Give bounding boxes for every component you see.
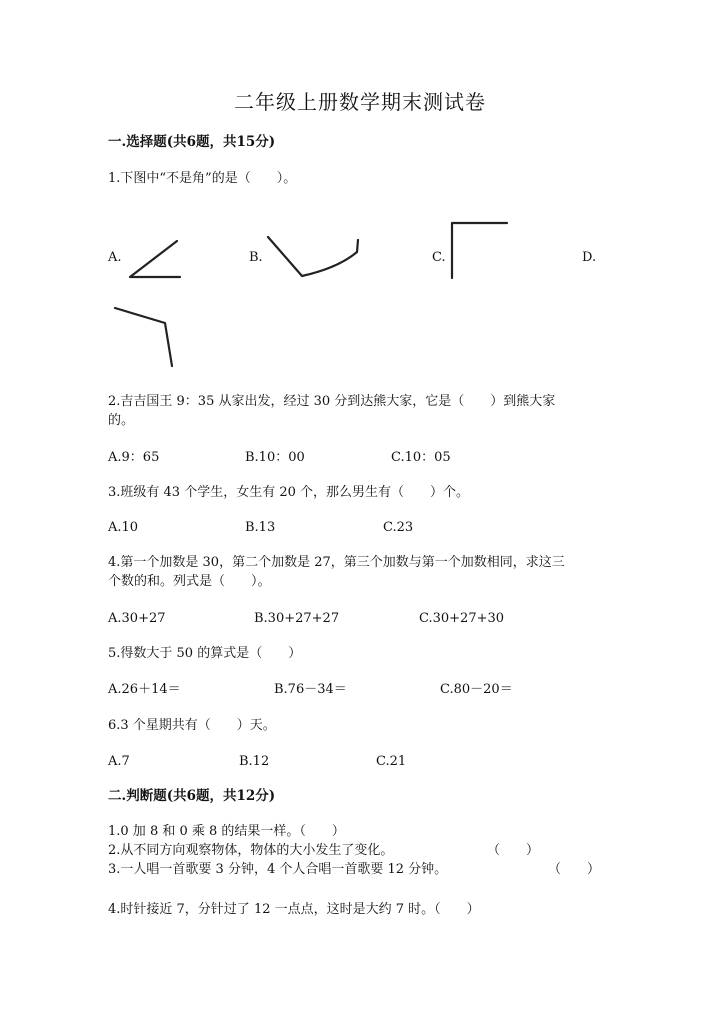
q4-option-b: B.30+27+27 (254, 611, 340, 626)
q5-option-a: A.26＋14＝ (108, 682, 181, 697)
figure-b-curve (268, 237, 358, 276)
judgment-item-3-blank: （ ） (548, 862, 601, 877)
q3-option-c: C.23 (383, 520, 414, 535)
question-2-line-2: 的。 (108, 413, 135, 428)
figure-a-angle (130, 241, 180, 277)
q3-option-b: B.13 (245, 520, 276, 535)
page-title: 二年级上册数学期末测试卷 (234, 90, 486, 114)
judgment-item-2: 2.从不同方向观察物体，物体的大小发生了变化。 (108, 843, 394, 858)
question-5-text: 5.得数大于 50 的算式是（ ） (108, 646, 302, 661)
judgment-item-1: 1.0 加 8 和 0 乘 8 的结果一样。（ ） (108, 824, 345, 839)
q2-option-c: C.10：05 (391, 450, 451, 465)
figure-d-angle (115, 308, 172, 366)
q1-option-c-label: C. (432, 250, 446, 265)
question-4-line-2: 个数的和。列式是（ ）。 (108, 574, 271, 589)
q6-option-c: C.21 (376, 754, 407, 769)
judgment-item-4: 4.时针接近 7，分针过了 12 一点点，这时是大约 7 时。（ ） (108, 902, 480, 917)
section-heading-choice: 一.选择题(共6题，共15分) (108, 134, 276, 150)
q6-option-b: B.12 (239, 754, 270, 769)
q6-option-a: A.7 (108, 754, 130, 769)
question-6-text: 6.3 个星期共有（ ）天。 (108, 718, 276, 733)
question-1-text: 1.下图中“不是角”的是（ ）。 (108, 171, 297, 186)
q2-option-b: B.10：00 (245, 450, 305, 465)
q1-option-a-label: A. (108, 250, 122, 265)
q2-option-a: A.9：65 (108, 450, 160, 465)
q5-option-b: B.76－34＝ (274, 682, 347, 697)
q1-option-d-label: D. (582, 250, 597, 265)
section-heading-judgment: 二.判断题(共6题，共12分) (108, 788, 276, 804)
judgment-item-3: 3.一人唱一首歌要 3 分钟，4 个人合唱一首歌要 12 分钟。 (108, 862, 448, 877)
q3-option-a: A.10 (108, 520, 139, 535)
q4-option-c: C.30+27+30 (419, 611, 505, 626)
judgment-item-2-blank: （ ） (487, 843, 540, 858)
question-3-text: 3.班级有 43 个学生，女生有 20 个，那么男生有（ ）个。 (108, 485, 470, 500)
q1-option-b-label: B. (249, 250, 263, 265)
question-4-line-1: 4.第一个加数是 30，第二个加数是 27，第三个加数与第一个加数相同，求这三 (108, 555, 565, 570)
question-2-line-1: 2.吉吉国王 9：35 从家出发，经过 30 分到达熊大家，它是（ ）到熊大家 (108, 394, 556, 409)
figure-c-right-angle (452, 223, 507, 278)
q4-option-a: A.30+27 (108, 611, 166, 626)
q5-option-c: C.80－20＝ (440, 682, 513, 697)
